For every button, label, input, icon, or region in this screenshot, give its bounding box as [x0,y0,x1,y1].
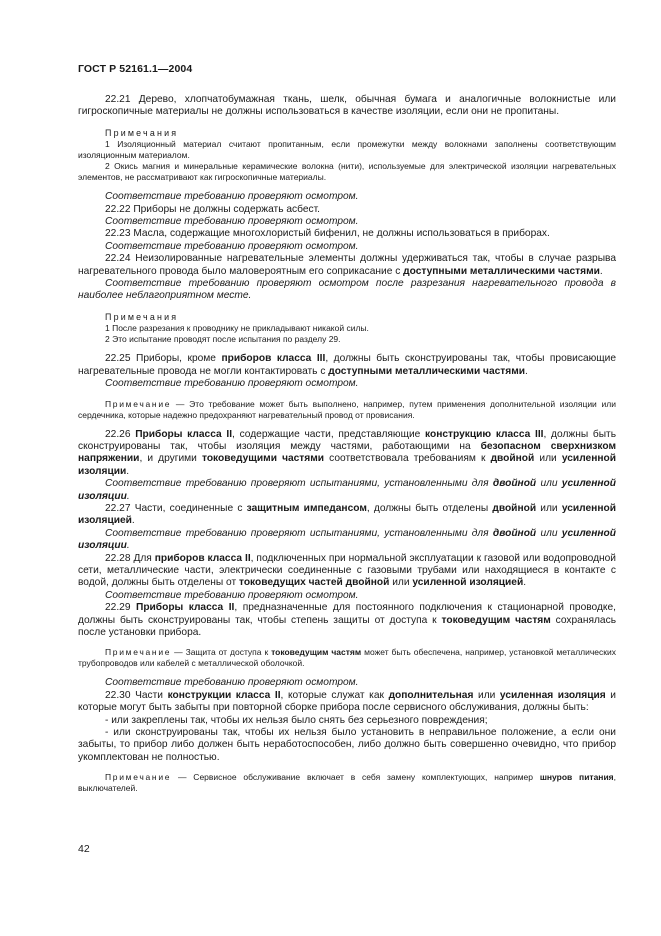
clause-22-21: 22.21 Дерево, хлопчатобумажная ткань, шелк, обычная бумага и аналогичные волокнистые или гигроскопичные материалы не должны использоваться в качестве изоляции, если они не пропитаны. [78,94,616,118]
compliance-text: Соответствие требованию проверяют осмотром. [105,378,359,390]
term: двойной [490,453,535,465]
note-item: 1 Изоляционный материал считают пропитанным, если промежутки между волокнами заполнены соответствующим изоляционным материалом. [78,139,616,161]
term: приборов класса III [221,353,326,365]
note-text: — Защита от доступа к [171,647,272,658]
compliance-part: Соответствие требованию проверяют испытаниями, установленными для [105,478,493,490]
clause-text: 22.24 Неизолированные нагревательные элементы должны удерживаться так, чтобы в случае разрыва нагревательного провода было маловероятным его соприкасание с [78,253,616,277]
term: токоведущим частям [271,647,362,658]
clause-22-22: 22.22 Приборы не должны содержать асбест. [105,203,320,215]
compliance-text [78,478,616,503]
list-item: - или закреплены так, чтобы их нельзя было снять без серьезного повреждения; [105,714,488,726]
compliance-part: Соответствие требованию проверяют испытаниями, установленными для [105,527,493,539]
compliance-part: или [536,478,562,490]
term: дополнительная [388,689,474,701]
term: конструкции класса II [167,689,281,701]
term: двойной [492,502,537,514]
compliance-text: Соответствие требованию проверяют осмотром после разрезания нагревательного провода в наиболее неблагоприятном месте. [78,278,616,302]
clause-22-27 [78,503,616,528]
notes-heading: Примечания [105,311,179,322]
note-label: Примечание [105,398,172,409]
clause-text: или [534,453,562,465]
clause-22-24 [78,253,616,278]
clause-text: сохранялась после установки прибора. [78,614,616,638]
note-label: Примечание [105,772,172,783]
list-item: - или сконструированы так, чтобы их нельзя было установить в неправильное положение, а если они забыты, то прибор либо должен быть неработоспособен, либо должно быть совершенно очевидно, что прибор укомплектован не полностью. [78,727,616,763]
clause-text: . [131,515,135,527]
page-content [78,94,616,794]
clause-text: 22.30 Части [105,689,168,701]
compliance-text: Соответствие требованию проверяют осмотром. [105,216,359,228]
term: усиленной изоляции [78,478,616,502]
clause-text: 22.29 [105,602,136,614]
clause-text: 22.25 Приборы, кроме [105,353,222,365]
compliance-part: или [536,527,562,539]
clause-text: , и другими [139,453,202,465]
note-item: 2 Это испытание проводят после испытания по разделу 29. [105,334,341,345]
term: усиленной изоляцией [78,502,616,527]
clause-text: , содержащие части, представляющие [232,428,426,440]
clause-text: или [389,577,413,589]
clause-text: соответствовала требованиям к [324,453,491,465]
compliance-text [78,528,616,553]
clause-text: 22.27 Части, соединенные с [105,502,247,514]
clause-text: , должны быть сконструированы так, чтобы изоляция между частями, работающими на [78,428,616,452]
note-text: — Сервисное обслуживание включает в себя замену комплектующих, например [171,772,540,783]
clause-text: и которые могут быть забыты при повторной сборке прибора после сервисного обслуживания, должны быть: [78,689,616,714]
note-text: — Это требование может быть выполнено, например, путем применения дополнительной изоляции или сердечника, которые надежно предохраняют нагревательный провод от провисания. [78,398,616,420]
clause-text: 22.28 Для [105,552,155,564]
term: доступными металлическими частями [403,265,600,277]
compliance-part: . [126,490,130,502]
term: двойной [492,478,537,490]
clause-text: . [599,265,603,277]
clause-22-29 [78,602,616,639]
clause-text: 22.26 [105,428,136,440]
page-number: 42 [78,843,90,855]
note-text: может быть обеспечена, например, установкой металлических трубопроводов или кабелей с металлической оболочкой. [78,647,616,669]
clause-text: или [536,502,562,514]
compliance-text: Соответствие требованию проверяют осмотром. [105,677,359,689]
clause-22-28 [78,553,616,590]
clause-text: , которые служат как [280,689,389,701]
term: токоведущих частей двойной [238,577,390,589]
term: конструкцию класса III [425,428,544,440]
term: токоведущими частями [201,453,325,465]
clause-text: . [126,465,130,477]
compliance-part: . [126,540,130,552]
term: усиленной изоляции [78,527,616,552]
term: защитным импедансом [246,502,367,514]
notes-heading: Примечания [105,127,179,138]
term: приборов класса II [154,552,251,564]
note-label: Примечание [105,647,172,658]
clause-text: , предназначенные для постоянного подключения к стационарной проводке, должны быть сконструированы так, чтобы степень защиты от доступа к [78,602,617,626]
clause-text: , должны быть сконструированы так, чтобы провисающие нагревательные провода не могли контактировать с [78,353,617,377]
clause-text: . [523,577,527,589]
note-22-30 [78,772,616,794]
term: токоведущим частям [441,614,551,626]
compliance-text: Соответствие требованию проверяют осмотром. [105,191,359,203]
term: усиленная изоляция [499,689,606,701]
clause-text: или [473,689,500,701]
term: шнуров питания [539,772,614,783]
term: Приборы класса II [135,428,233,440]
note-item: 1 После разрезания к проводнику не прикладывают никакой силы. [105,323,369,334]
compliance-text: Соответствие требованию проверяют осмотром. [105,240,359,252]
clause-22-30 [78,690,616,715]
note-22-25 [78,399,616,421]
clause-text: , подключенных при нормальной эксплуатации к газовой или водопроводной сети, металлические части, электрически соединенные с газовыми трубами или находящиеся в контакте с водой, должны быть отделены от [78,552,617,589]
term: доступными металлическими частями [328,365,526,377]
note-text: , выключателей. [78,772,616,794]
clause-text: , должны быть отделены [366,502,493,514]
clause-22-26 [78,429,616,479]
note-22-29 [78,647,616,669]
term: безопасном сверхнизком напряжении [78,440,616,465]
clause-text: . [525,365,528,377]
term: усиленной изоляции [78,453,616,477]
standard-header: ГОСТ Р 52161.1—2004 [78,63,193,75]
clause-22-25 [78,353,616,378]
term: двойной [492,527,537,539]
term: усиленной изоляцией [412,577,524,589]
term: Приборы класса II [136,602,235,614]
compliance-text: Соответствие требованию проверяют осмотром. [105,589,359,601]
clause-22-23: 22.23 Масла, содержащие многохлористый бифенил, не должны использоваться в приборах. [105,228,550,240]
note-item: 2 Окись магния и минеральные керамические волокна (нити), используемые для электрической изоляции нагревательных элементов, не рассматривают как гигроскопичные материалы. [78,161,616,183]
